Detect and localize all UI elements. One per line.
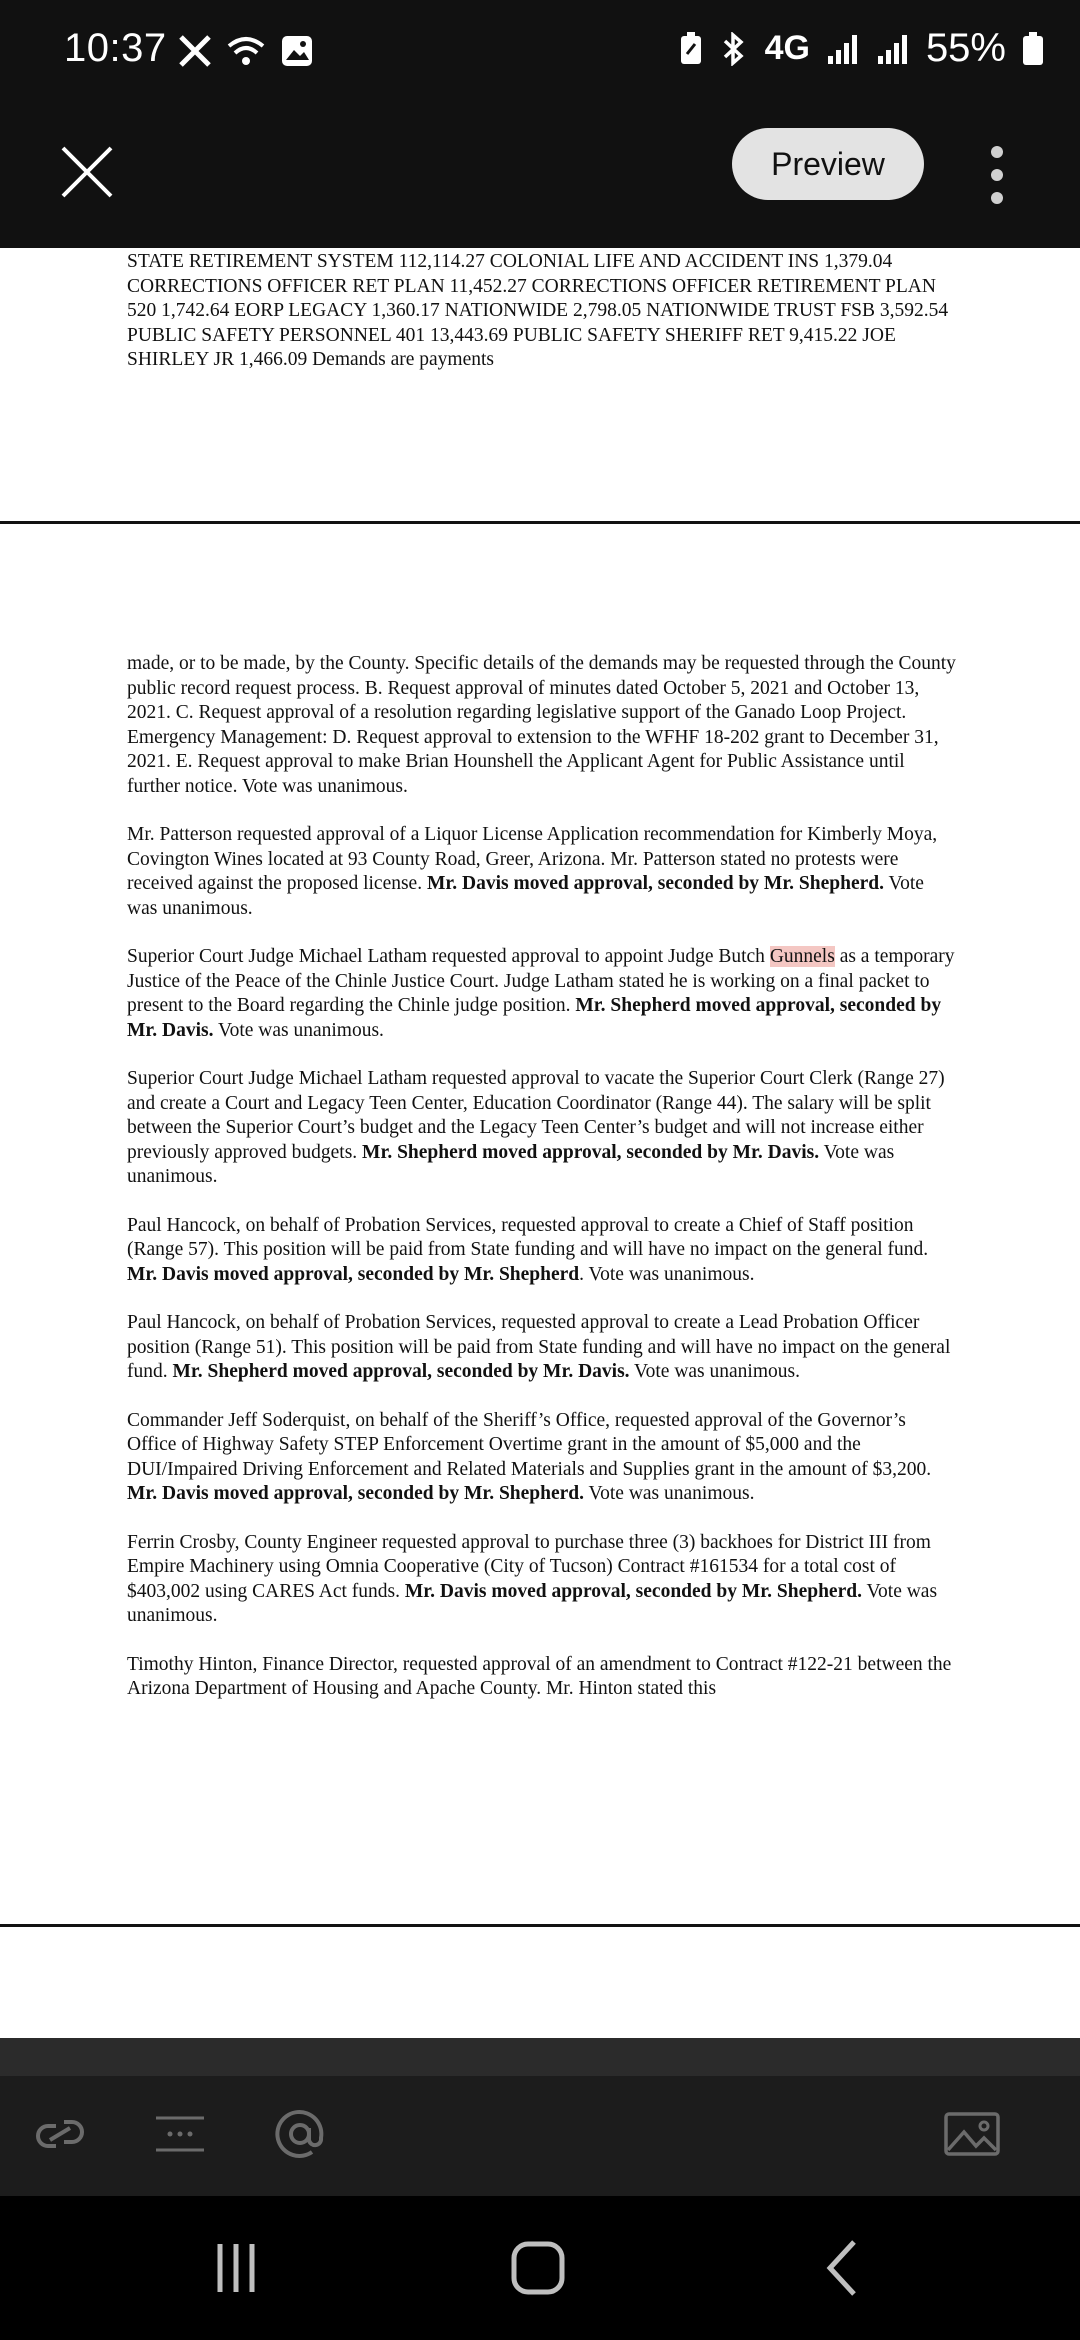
page-break [0,1924,1080,1927]
image-icon [280,34,314,68]
page-1-tail [127,250,957,397]
signal-icon [826,32,860,66]
battery-percent: 55% [925,26,1006,70]
clock: 10:37 [64,26,167,70]
paragraph: Mr. Patterson requested approval of a Liquor License Application recommendation for Kimberly Moya, Covington Wines located at 93 County Road, Greer, Arizona. Mr. Patterson stated no protests were received against the proposed license. Mr. Davis moved approval, seconded by Mr. Shepherd. Vote was unanimous. [127,824,938,919]
paragraph: Paul Hancock, on behalf of Probation Services, requested approval to create a Chief of Staff position (Range 57). This position will be paid from State funding and will have no impact on the general fund. Mr. Davis moved approval, seconded by Mr. Shepherd. Vote was unanimous. [127,1214,929,1285]
more-vertical-icon[interactable] [982,140,1012,210]
navigation-bar [0,2196,1080,2340]
paragraph: Superior Court Judge Michael Latham requested approval to appoint Judge Butch Gunnels as a temporary Justice of the Peace of the Chinle Justice Court. Judge Latham stated he is working on a final packet to present to the Board regarding the Chinle judge position. Mr. Shepherd moved approval, seconded by Mr. Davis. Vote was unanimous. [127,946,955,1041]
back-icon[interactable] [812,2238,872,2298]
link-icon[interactable] [28,2102,92,2166]
preview-button[interactable]: Preview [732,128,924,200]
battery-icon [1022,32,1044,66]
signal-icon [876,32,910,66]
paragraph: Ferrin Crosby, County Engineer requested approval to purchase three (3) backhoes for District III from Empire Machinery using Omnia Cooperative (City of Tucson) Contract #161534 for a total cost of $403,002 using CARES Act funds. Mr. Davis moved approval, seconded by Mr. Shepherd. Vote was unanimous. [127,1531,938,1626]
paragraph: STATE RETIREMENT SYSTEM 112,114.27 COLONIAL LIFE AND ACCIDENT INS 1,379.04 CORRECTIONS OFFICER RET PLAN 11,452.27 CORRECTIONS OFFICER RETIREMENT PLAN 520 1,742.64 EORP LEGACY 1,360.17 NATIONWIDE 2,798.05 NATIONWIDE TRUST FSB 3,592.54 PUBLIC SAFETY PERSONNEL 401 13,443.69 PUBLIC SAFETY SHERIFF RET 9,415.22 JOE SHIRLEY JR 1,466.09 Demands are payments [127,251,949,370]
status-bar [0,0,1080,110]
text-format-icon[interactable] [148,2102,212,2166]
paragraph: Commander Jeff Soderquist, on behalf of the Sheriff’s Office, requested approval of the Governor’s Office of Highway Safety STEP Enforcement Overtime grant in the amount of $5,000 and the DUI/Impaired Driving Enforcement and Related Materials and Supplies grant in the amount of $3,200. Mr. Davis moved approval, seconded by Mr. Shepherd. Vote was unanimous. [127,1409,932,1504]
bluetooth-icon [719,32,749,66]
paragraph: made, or to be made, by the County. Specific details of the demands may be requested through the County public record request process. B. Request approval of minutes dated October 5, 2021 and October 13, 2021. C. Request approval of a resolution regarding legislative support of the Ganado Loop Project. Emergency Management: D. Request approval to extension to the WFHF 18-202 grant to December 31, 2021. E. Request approval to make Brian Hounshell the Applicant Agent for Public Assistance until further notice. Vote was unanimous. [127,653,956,797]
home-icon[interactable] [508,2238,568,2298]
top-toolbar [0,110,1080,248]
search-highlight: Gunnels [769,946,835,967]
image-insert-icon[interactable] [940,2102,1004,2166]
page-2-text [127,652,957,1726]
page-break [0,521,1080,524]
paragraph: Timothy Hinton, Finance Director, requested approval of an amendment to Contract #122-21 between the Arizona Department of Housing and Apache County. Mr. Hinton stated this [127,1653,952,1699]
battery-saver-icon [679,32,703,66]
wifi-icon [226,34,266,68]
x-icon [178,34,212,68]
document-viewer[interactable] [0,248,1080,2038]
network-type: 4G [764,29,810,67]
recent-apps-icon[interactable] [206,2238,266,2298]
close-icon[interactable] [55,140,119,204]
paragraph: Superior Court Judge Michael Latham requested approval to vacate the Superior Court Clerk (Range 27) and create a Court and Legacy Teen Center, Education Coordinator (Range 44). The salary will be split between the Superior Court’s budget and the Legacy Teen Center’s budget and will not increase either previously approved budgets. Mr. Shepherd moved approval, seconded by Mr. Davis. Vote was unanimous. [127,1068,945,1187]
paragraph: Paul Hancock, on behalf of Probation Services, requested approval to create a Lead Probation Officer position (Range 51). This position will be paid from State funding and will have no impact on the general fund. Mr. Shepherd moved approval, seconded by Mr. Davis. Vote was unanimous. [127,1312,951,1382]
bottom-area [0,2038,1080,2340]
edit-toolbar [0,2076,1080,2196]
mention-icon[interactable] [268,2102,332,2166]
